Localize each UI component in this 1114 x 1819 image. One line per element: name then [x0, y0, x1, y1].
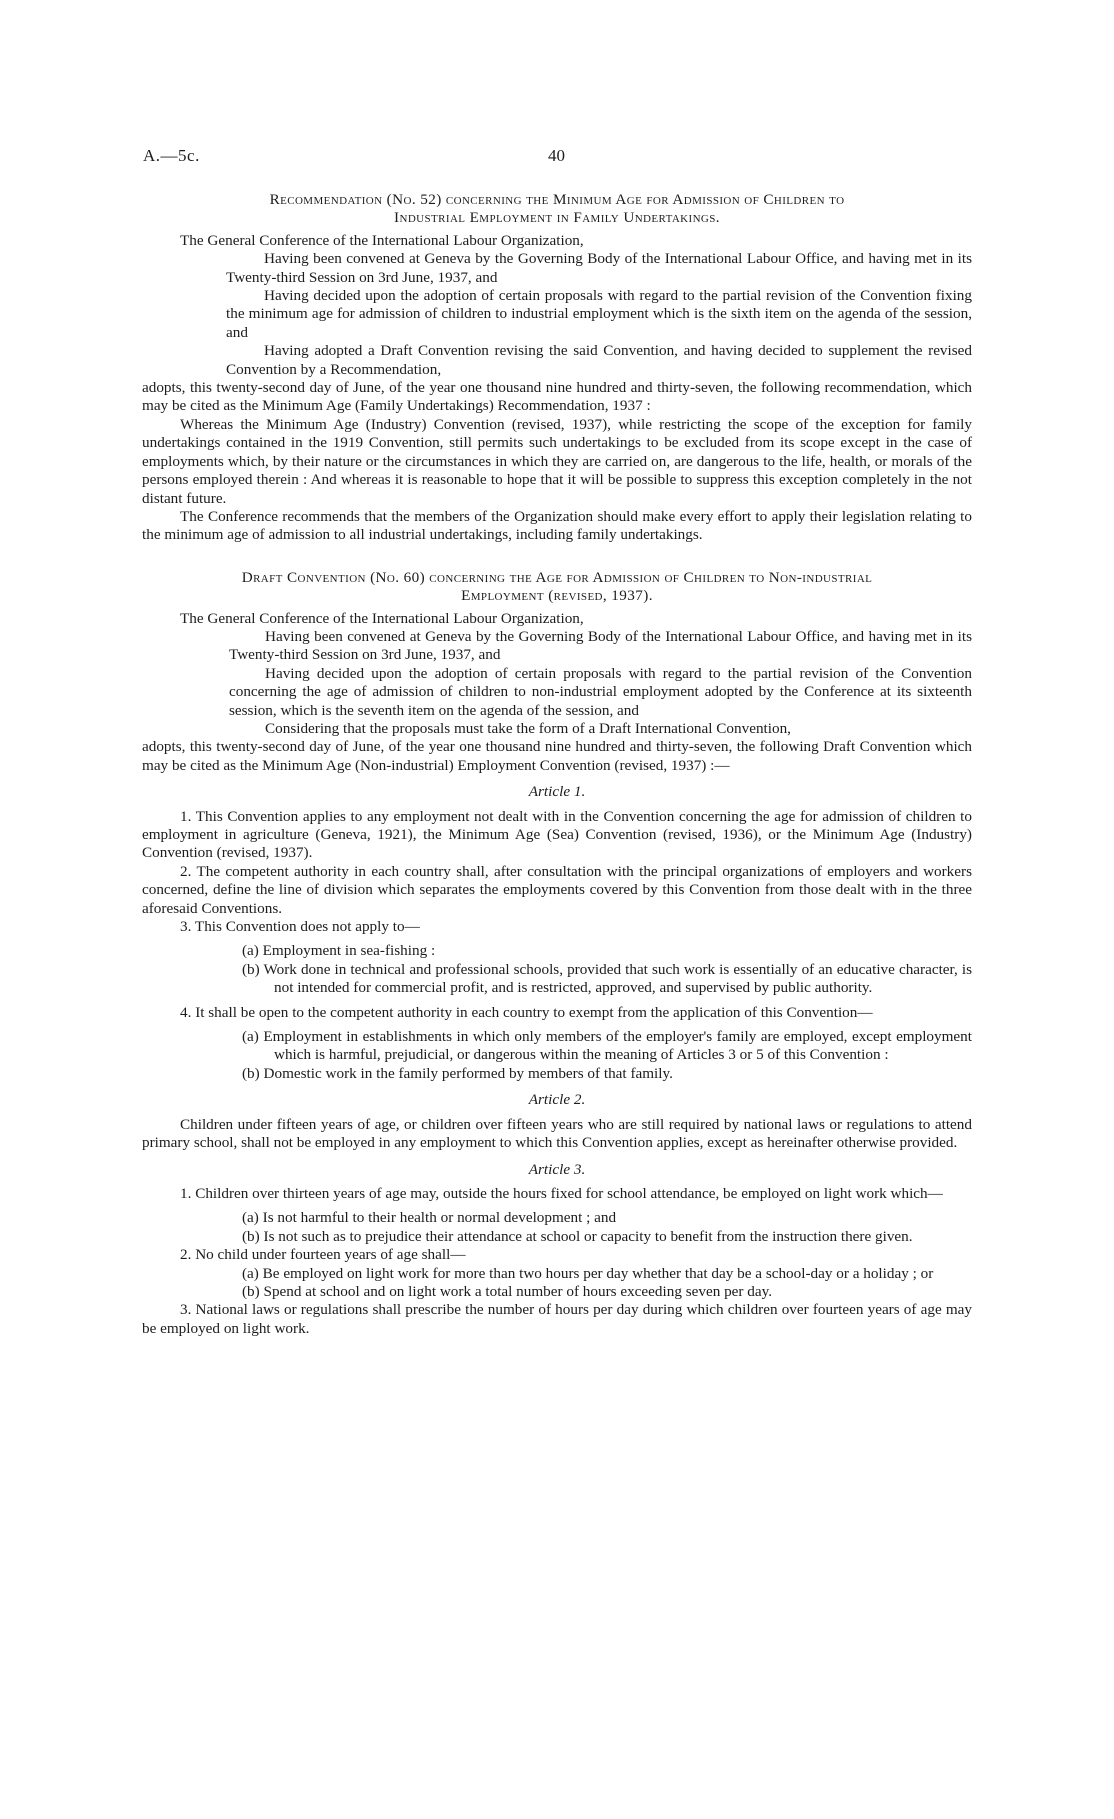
- paragraph: Having adopted a Draft Convention revising the said Convention, and having decided to supplement the revised Convention by a Recommendation,: [226, 342, 972, 378]
- document-body: [142, 191, 972, 1338]
- list-item: (b) Work done in technical and professional schools, provided that such work is essentially of an educative character, is not intended for commercial profit, and is restricted, approved, and supervised by public authority.: [242, 960, 972, 997]
- paragraph: Considering that the proposals must take the form of a Draft International Convention,: [265, 719, 791, 737]
- list-item: (a) Employment in establishments in which only members of the employer's family are employed, except employment which is harmful, prejudicial, or dangerous within the meaning of Articles 3 or 5 of this Convention :: [242, 1028, 972, 1064]
- paragraph: Having decided upon the adoption of certain proposals with regard to the partial revision of the Convention concerning the age of admission of children to non-industrial employment adopted by the Conference at its sixteenth session, which is the seventh item on the agenda of the session, and: [229, 664, 972, 719]
- paragraph: 2. No child under fourteen years of age shall—: [180, 1246, 466, 1264]
- paragraph: Having decided upon the adoption of certain proposals with regard to the partial revision of the Convention fixing the minimum age for admission of children to industrial employment which is the sixth item on the agenda of the session, and: [226, 287, 972, 341]
- section-title-line: Draft Convention (No. 60) concerning the Age for Admission of Children to Non-industrial: [241, 568, 873, 586]
- section-title-line: Industrial Employment in Family Undertakings.: [394, 209, 720, 227]
- document-reference: A.—5c.: [143, 146, 200, 165]
- list-item: (a) Is not harmful to their health or normal development ; and: [242, 1209, 617, 1227]
- list-item: (a) Be employed on light work for more than two hours per day whether that day be a school-day or a holiday ; or: [242, 1264, 934, 1282]
- section-title: [142, 569, 972, 606]
- paragraph: Having been convened at Geneva by the Governing Body of the International Labour Office, and having met in its Twenty-third Session on 3rd June, 1937, and: [226, 250, 972, 286]
- paragraph: 4. It shall be open to the competent authority in each country to exempt from the application of this Convention—: [180, 1003, 873, 1021]
- paragraph: The General Conference of the International Labour Organization,: [180, 609, 584, 627]
- paragraph: Having been convened at Geneva by the Governing Body of the International Labour Office, and having met in its Twenty-third Session on 3rd June, 1937, and: [229, 627, 972, 664]
- paragraph: 3. National laws or regulations shall prescribe the number of hours per day during which children over fourteen years of age may be employed on light work.: [142, 1301, 972, 1337]
- list-item: (b) Spend at school and on light work a total number of hours exceeding seven per day.: [242, 1282, 773, 1300]
- paragraph: 2. The competent authority in each country shall, after consultation with the principal organizations of employers and workers concerned, define the line of division which separates the employments covered by this Convention from those dealt with in the three aforesaid Conventions.: [142, 862, 972, 917]
- paragraph: The General Conference of the International Labour Organization,: [180, 231, 584, 249]
- page-number: 40: [548, 146, 565, 165]
- paragraph: Children under fifteen years of age, or children over fifteen years who are still required by national laws or regulations to attend primary school, shall not be employed in any employment to which this Convention applies, except as hereinafter otherwise provided.: [142, 1115, 972, 1152]
- paragraph: 1. This Convention applies to any employment not dealt with in the Convention concerning the age for admission of children to employment in agriculture (Geneva, 1921), the Minimum Age (Sea) Convention (revised, 1936), or the Minimum Age (Industry) Convention (revised, 1937).: [142, 807, 972, 862]
- paragraph: The Conference recommends that the members of the Organization should make every effort to apply their legislation relating to the minimum age of admission to all industrial undertakings, including family undertakings.: [142, 507, 972, 544]
- list-item: (b) Domestic work in the family performed by members of that family.: [242, 1064, 673, 1082]
- paragraph: 1. Children over thirteen years of age may, outside the hours fixed for school attendance, be employed on light work which—: [180, 1184, 943, 1202]
- paragraph: 3. This Convention does not apply to—: [180, 918, 420, 936]
- list-item: (b) Is not such as to prejudice their attendance at school or capacity to benefit from the instruction there given.: [242, 1227, 913, 1245]
- section-title-line: Employment (revised, 1937).: [461, 587, 653, 605]
- section-title: [142, 191, 972, 228]
- paragraph: Whereas the Minimum Age (Industry) Convention (revised, 1937), while restricting the scope of the exception for family undertakings contained in the 1919 Convention, still permits such undertakings to be excluded from its scope except in the case of employments which, by their nature or the circumstances in which they are carried on, are dangerous to the life, health, or morals of the persons employed therein : And whereas it is reasonable to hope that it will be possible to suppress this exception completely in the not distant future.: [142, 415, 972, 507]
- paragraph: adopts, this twenty-second day of June, of the year one thousand nine hundred and thirty-seven, the following Draft Convention which may be cited as the Minimum Age (Non-industrial) Employment Convention (revised, 1937) :—: [142, 738, 972, 774]
- article-heading: Article 1.: [528, 783, 586, 801]
- article-heading: Article 3.: [528, 1160, 586, 1178]
- article-heading: Article 2.: [528, 1091, 586, 1109]
- list-item: (a) Employment in sea-fishing :: [242, 942, 436, 960]
- section-title-line: Recommendation (No. 52) concerning the Minimum Age for Admission of Children to: [269, 191, 845, 208]
- paragraph: adopts, this twenty-second day of June, of the year one thousand nine hundred and thirty-seven, the following recommendation, which may be cited as the Minimum Age (Family Undertakings) Recommendation, 1937 :: [142, 379, 972, 415]
